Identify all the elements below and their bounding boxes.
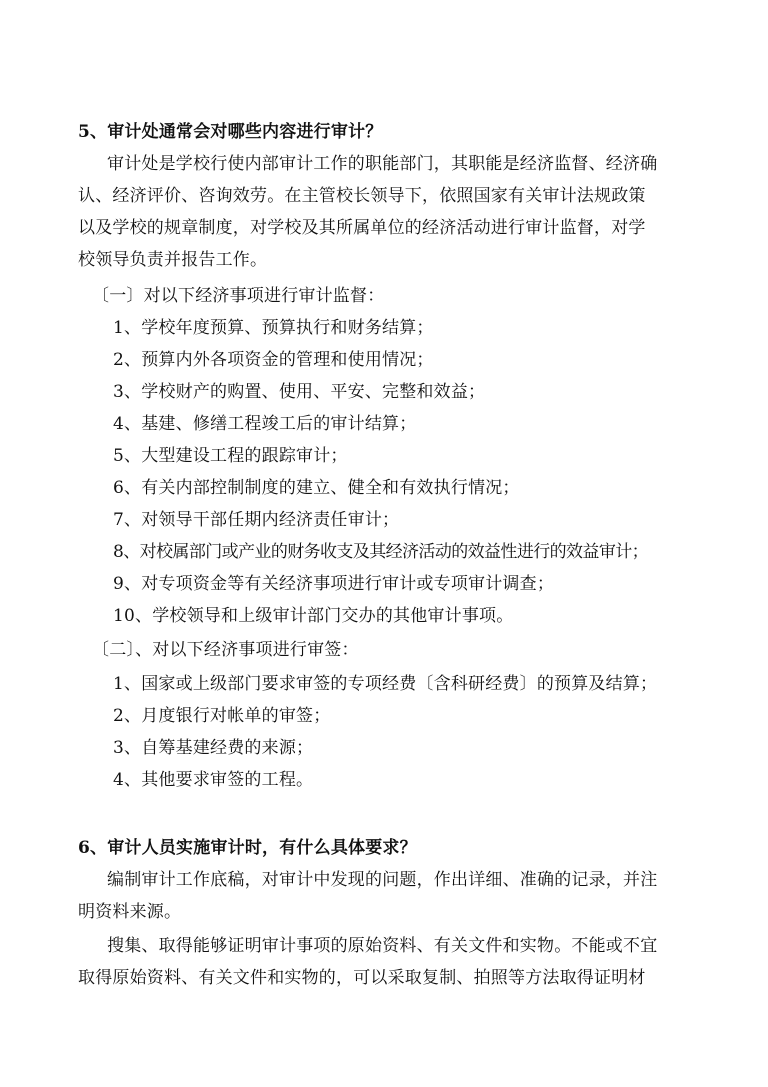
group-2-item: 1、国家或上级部门要求审签的专项经费〔含科研经费〕的预算及结算； xyxy=(113,674,658,694)
section-5-intro-line: 认、经济评价、咨询效劳。在主管校长领导下，依照国家有关审计法规政策 xyxy=(78,186,646,206)
group-1-item: 2、预算内外各项资金的管理和使用情况； xyxy=(113,350,434,370)
section-5-heading: 5、审计处通常会对哪些内容进行审计？ xyxy=(78,122,383,142)
group-1-item: 4、基建、修缮工程竣工后的审计结算； xyxy=(113,414,417,434)
group-1-item: 10、学校领导和上级审计部门交办的其他审计事项。 xyxy=(113,606,514,626)
section-5-intro-line: 审计处是学校行使内部审计工作的职能部门，其职能是经济监督、经济确 xyxy=(107,154,658,174)
group-1-item: 7、对领导干部任期内经济责任审计； xyxy=(113,510,400,530)
group-2-item: 2、月度银行对帐单的审签； xyxy=(113,706,331,726)
group-1-title: 〔一〕对以下经济事项进行审计监督： xyxy=(92,286,385,306)
group-2-item: 4、其他要求审签的工程。 xyxy=(113,770,314,790)
section-5-intro-line: 以及学校的规章制度，对学校及其所属单位的经济活动进行审计监督，对学 xyxy=(78,218,646,238)
group-1-item: 8、对校属部门或产业的财务收支及其经济活动的效益性进行的效益审计； xyxy=(113,542,649,562)
group-2-item: 3、自筹基建经费的来源； xyxy=(113,738,314,758)
section-6-para-line: 编制审计工作底稿，对审计中发现的问题，作出详细、准确的记录，并注 xyxy=(107,870,658,890)
group-2-title: 〔二〕、对以下经济事项进行审签： xyxy=(92,640,359,660)
section-5-intro-line: 校领导负责并报告工作。 xyxy=(78,250,268,270)
section-6-heading: 6、审计人员实施审计时，有什么具体要求？ xyxy=(78,838,417,858)
group-1-item: 6、有关内部控制制度的建立、健全和有效执行情况； xyxy=(113,478,520,498)
group-1-item: 9、对专项资金等有关经济事项进行审计或专项审计调查； xyxy=(113,574,555,594)
group-1-item: 1、学校年度预算、预算执行和财务结算； xyxy=(113,318,434,338)
section-6-para-line: 明资料来源。 xyxy=(78,902,182,922)
group-1-item: 5、大型建设工程的跟踪审计； xyxy=(113,446,348,466)
section-6-para-line: 搜集、取得能够证明审计事项的原始资料、有关文件和实物。不能或不宜 xyxy=(107,936,658,956)
section-6-para-line: 取得原始资料、有关文件和实物的，可以采取复制、拍照等方法取得证明材 xyxy=(78,968,646,988)
group-1-item: 3、学校财产的购置、使用、平安、完整和效益； xyxy=(113,382,486,402)
